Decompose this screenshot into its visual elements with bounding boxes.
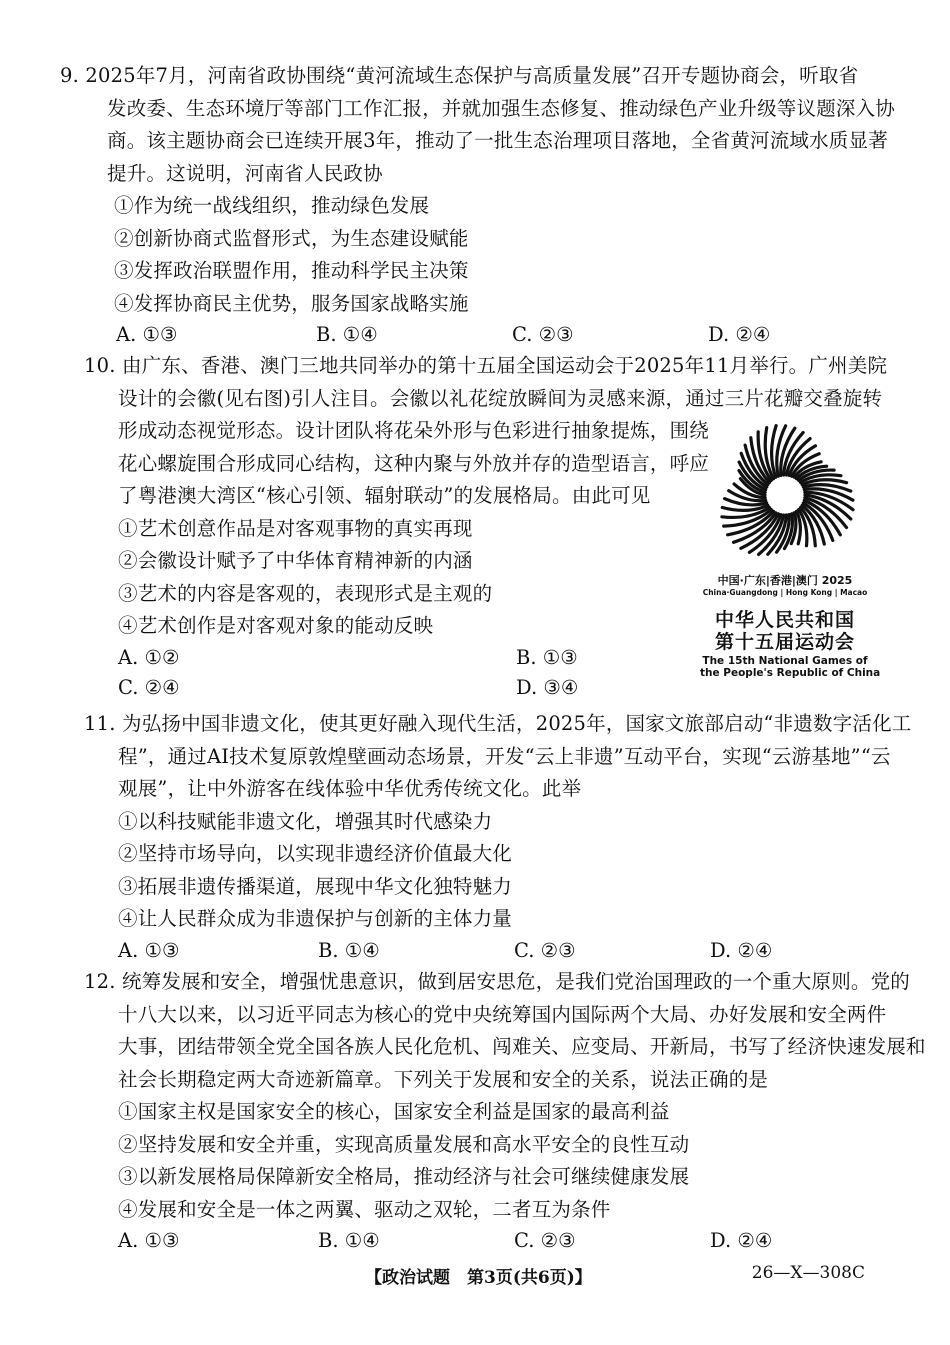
q9-stem-line: 9. 2025年7月，河南省政协围绕“黄河流域生态保护与高质量发展”召开专题协商会，听取省 [60, 64, 859, 87]
option-b[interactable]: B. ①④ [318, 938, 380, 962]
emblem-title-en: the People's Republic of China [700, 667, 881, 679]
emblem-flower-icon [710, 420, 860, 570]
option-c[interactable]: C. ②③ [514, 1229, 576, 1252]
q11-options [118, 936, 878, 966]
option-d[interactable]: D. ②④ [710, 938, 773, 962]
question-9 [60, 60, 896, 350]
q10-stem-line: 了粤港澳大湾区“核心引领、辐射联动”的发展格局。由此可见 [118, 484, 651, 507]
q10-item: ②会徽设计赋予了中华体育精神新的内涵 [118, 549, 473, 572]
q9-stem-line: 商。该主题协商会已连续开展3年，推动了一批生态治理项目落地，全省黄河流域水质显著 [107, 129, 888, 152]
option-a[interactable]: A. ①③ [116, 323, 178, 346]
option-c[interactable]: C. ②③ [514, 938, 576, 962]
q9-item: ④发挥协商民主优势，服务国家战略实施 [114, 291, 469, 315]
option-d[interactable]: D. ③④ [516, 675, 579, 699]
option-d[interactable]: D. ②④ [710, 1229, 773, 1252]
option-c[interactable]: C. ②③ [512, 323, 574, 346]
question-11 [84, 708, 912, 966]
question-12 [84, 966, 926, 1256]
q11-item: ②坚持市场导向，以实现非遗经济价值最大化 [118, 842, 513, 865]
q11-item: ①以科技赋能非遗文化，增强其时代感染力 [118, 809, 493, 833]
q9-item: ①作为统一战线组织，推动绿色发展 [114, 194, 430, 217]
q11-item: ③拓展非遗传播渠道，展现中华文化独特魅力 [118, 874, 513, 898]
emblem-title-cn: 第十五届运动会 [714, 631, 855, 653]
page-number: 【政治试题 第3页(共6页)】 [365, 1268, 592, 1288]
q9-options [116, 320, 880, 350]
q12-options [118, 1226, 878, 1256]
option-b[interactable]: B. ①④ [318, 1229, 380, 1252]
emblem-petal-stroke [772, 426, 777, 478]
option-a[interactable]: A. ①③ [118, 938, 180, 962]
emblem-title-cn: 中华人民共和国 [714, 609, 855, 631]
games-emblem [700, 420, 881, 680]
q10-stem-line: 设计的会徽(见右图)引人注目。会徽以礼花绽放瞬间为灵感来源，通过三片花瓣交叠旋转 [118, 386, 883, 410]
q12-stem-line: 十八大以来，以习近平同志为核心的党中央统筹国内国际两个大局、办好发展和安全两件 [118, 1002, 887, 1026]
exam-code: 26—X—308C [751, 1263, 865, 1283]
q11-item: ④让人民群众成为非遗保护与创新的主体力量 [118, 907, 513, 930]
option-c[interactable]: C. ②④ [118, 675, 180, 699]
page-footer [0, 1263, 950, 1287]
q12-item: ②坚持发展和安全并重，实现高质量发展和高水平安全的良性互动 [118, 1132, 690, 1156]
q11-stem-line: 程”，通过AI技术复原敦煌壁画动态场景，开发“云上非遗”互动平台，实现“云游基地”“云 [118, 744, 891, 768]
emblem-title-en: The 15th National Games of [702, 655, 868, 667]
option-a[interactable]: A. ①② [118, 645, 180, 669]
q9-item: ③发挥政治联盟作用，推动科学民主决策 [114, 259, 469, 282]
q10-item: ④艺术创作是对客观对象的能动反映 [118, 614, 434, 637]
q11-stem-line: 11. 为弘扬中国非遗文化，使其更好融入现代生活，2025年，国家文旅部启动“非遗数字活化工 [84, 712, 912, 735]
q12-stem-line: 大事，团结带领全党全国各族人民化危机、闯难关、应变局、开新局，书写了经济快速发展和 [118, 1035, 926, 1058]
q10-item: ①艺术创意作品是对客观事物的真实再现 [118, 516, 473, 540]
q10-item: ③艺术的内容是客观的，表现形式是主观的 [118, 581, 493, 605]
option-a[interactable]: A. ①③ [118, 1229, 180, 1252]
q10-stem-line: 形成动态视觉形态。设计团队将花朵外形与色彩进行抽象提炼，围绕 [118, 419, 710, 442]
q9-item: ②创新协商式监督形式，为生态建设赋能 [114, 226, 469, 250]
q10-stem-line: 10. 由广东、香港、澳门三地共同举办的第十五届全国运动会于2025年11月举行。广州美院 [84, 354, 888, 377]
q11-stem-line: 观展”，让中外游客在线体验中华优秀传统文化。此举 [118, 777, 582, 800]
q12-item: ③以新发展格局保障新安全格局，推动经济与社会可继续健康发展 [118, 1165, 690, 1188]
q9-stem-line: 发改委、生态环境厅等部门工作汇报，并就加强生态修复、推动绿色产业升级等议题深入协 [107, 96, 896, 120]
emblem-petal-stroke [722, 505, 768, 510]
option-b[interactable]: B. ①④ [316, 323, 378, 346]
q12-item: ④发展和安全是一体之两翼、驱动之双轮，二者互为条件 [118, 1197, 611, 1221]
q9-stem-line: 提升。这说明，河南省人民政协 [107, 161, 383, 185]
q12-item: ①国家主权是国家安全的核心，国家安全利益是国家的最高利益 [118, 1100, 670, 1123]
emblem-subtitle: 中国·广东|香港|澳门 2025 [717, 574, 853, 587]
q12-stem-line: 社会长期稳定两大奇迹新篇章。下列关于发展和安全的关系，说法正确的是 [118, 1067, 769, 1091]
option-b[interactable]: B. ①③ [516, 645, 578, 669]
emblem-subtitle-en: China·Guangdong | Hong Kong | Macao [702, 588, 868, 597]
option-d[interactable]: D. ②④ [708, 323, 771, 346]
q12-stem-line: 12. 统筹发展和安全，增强忧患意识，做到居安思危，是我们党治国理政的一个重大原则。党的 [84, 970, 911, 993]
q10-stem-line: 花心螺旋围合形成同心结构，这种内聚与外放并存的造型语言，呼应 [118, 451, 710, 475]
